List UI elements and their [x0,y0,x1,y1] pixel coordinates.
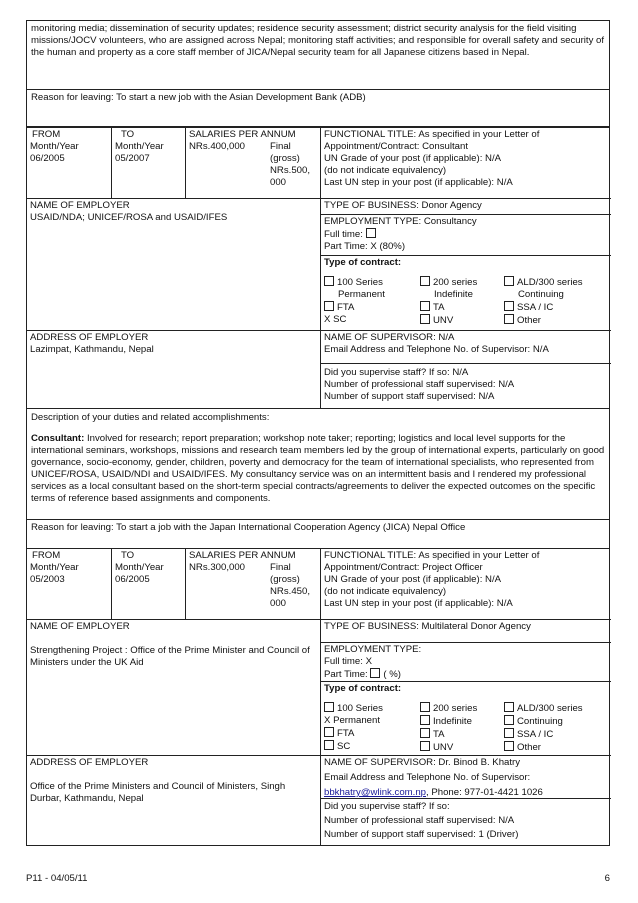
job2-contract-col-2: 200 series Indefinite TA UNV [420,702,504,754]
reason-for-leaving-2: Reason for leaving: To start a job with the Japan International Cooperation Agency (JICA) Nepal Office [26,519,610,549]
job1-employer-cell: NAME OF EMPLOYER USAID/NDA; UNICEF/ROSA and USAID/IFES [27,198,321,330]
job2-ta-checkbox[interactable] [420,728,430,738]
job1-to-cell: TO Month/Year 05/2007 [112,128,186,198]
job1-supervisor-cell: NAME OF SUPERVISOR: N/A Email Address and Telephone No. of Supervisor: N/A [321,330,611,364]
job2-ald-checkbox[interactable] [504,702,514,712]
job1-full-time-checkbox[interactable] [366,228,376,238]
job2-fta-checkbox[interactable] [324,727,334,737]
job2-supervise-cell: Did you supervise staff? If so: Number of professional staff supervised: N/A Number of support staff supervised: 1 (Driver) [324,801,519,840]
job2-salary-final-cell: Final (gross) NRs.450, 000 [267,549,321,619]
job1-from-cell: FROM Month/Year 06/2005 [27,128,112,198]
job1-contract-col-2: 200 series Indefinite TA UNV [420,276,504,327]
job2-employer-cell: NAME OF EMPLOYER Strengthening Project : Office of the Prime Minister and Council of Ministers under the UK Aid [27,619,321,755]
job2-contract-col-1: 100 Series X Permanent FTA SC [324,702,383,752]
job2-continuing-checkbox[interactable] [504,715,514,725]
job1-supervise-cell: Did you supervise staff? If so: N/A Number of professional staff supervised: N/A Number of support staff supervised: N/A [324,367,515,402]
job2-header-grid [26,549,610,619]
job1-employer-grid [26,198,610,408]
job1-ald-checkbox[interactable] [504,276,514,286]
reason-for-leaving-1: Reason for leaving: To start a new job with the Asian Development Bank (ADB) [26,89,610,127]
job1-contract-col-1: 100 Series Permanent FTA X SC [324,276,385,325]
footer-form-id: P11 - 04/05/11 [26,873,88,884]
page-number: 6 [604,873,610,884]
job1-header-grid [26,127,610,198]
job2-functional-title-cell: FUNCTIONAL TITLE: As specified in your Letter of Appointment/Contract: Project Officer UN Grade of your post (if applicable): N/A (do not indicate equivalency) Last UN step in your post (if applicable): N/A [324,550,540,609]
job1-description: Description of your duties and related accomplishments: Consultant: Involved for research; report preparation; workshop note taker; reporting; logistics and local level supports for the international seminars, workshops, missions and research team members led by the group of international experts, particularly on good governance, socio-economy, gender, children, poverty and democracy for the team of international specialists, who represented from UNICEF/ROSA, USAID/NDI and USAID/IFES. My consultancy service was on an intermittent basis and I rendered my professional services as a local consultant based on the short-term special contracts/agreements to deliver the expected outcomes on the specific terms of reference based assignments and components. [26,408,610,519]
job2-part-time-checkbox[interactable] [370,668,380,678]
job1-200-series-checkbox[interactable] [420,276,430,286]
job1-type-of-contract: Type of contract: 100 Series Permanent FTA X SC 200 series Indefinite TA UNV ALD/300 series Continuing SSA / IC Other [321,255,611,330]
job2-indefinite-checkbox[interactable] [420,715,430,725]
job1-other-checkbox[interactable] [504,314,514,324]
previous-duties-text: monitoring media; dissemination of security updates; residence security assessment; district security analysis for the field visiting missions/JOCV volunteers, who are assigned across Nepal; monitoring staff activities; and responsible for overall safety and security of the human and property as a core staff member of JICA/Nepal security team for all Japanese citizens based in Nepal. [26,20,610,89]
job1-ssa-checkbox[interactable] [504,301,514,311]
job1-functional-title-cell: FUNCTIONAL TITLE: As specified in your Letter of Appointment/Contract: Consultant UN Grade of your post (if applicable): N/A (do not indicate equivalency) Last UN step in your post (if applicable): N/A [324,129,540,188]
job1-salary-final-cell: Final (gross) NRs.500, 000 [267,128,321,198]
job2-address-cell: ADDRESS OF EMPLOYER Office of the Prime Ministers and Council of Ministers, Singh Durbar, Kathmandu, Nepal [27,755,321,845]
job2-contract-col-3: ALD/300 series Continuing SSA / IC Other [504,702,583,754]
job2-sc-checkbox[interactable] [324,740,334,750]
supervisor-email-link[interactable]: bbkhatry@wlink.com.np [324,786,426,798]
job2-100-series-checkbox[interactable] [324,702,334,712]
job2-unv-checkbox[interactable] [420,741,430,751]
job2-employer-grid [26,619,610,846]
job1-unv-checkbox[interactable] [420,314,430,324]
job2-ssa-checkbox[interactable] [504,728,514,738]
job1-ta-checkbox[interactable] [420,301,430,311]
job2-type-of-business: TYPE OF BUSINESS: Multilateral Donor Agency [321,619,611,643]
job2-other-checkbox[interactable] [504,741,514,751]
job1-fta-checkbox[interactable] [324,301,334,311]
job2-supervisor-cell: NAME OF SUPERVISOR: Dr. Binod B. Khatry Email Address and Telephone No. of Supervisor: bbkhatry@wlink.com.np, Phone: 977-01-4421 1026 [321,755,611,799]
job2-200-series-checkbox[interactable] [420,702,430,712]
page-footer [26,873,610,885]
job2-from-cell: FROM Month/Year 05/2003 [27,549,112,619]
job1-100-series-checkbox[interactable] [324,276,334,286]
job1-contract-col-3: ALD/300 series Continuing SSA / IC Other [504,276,583,327]
job2-to-cell: TO Month/Year 06/2005 [112,549,186,619]
job1-salary-cell: SALARIES PER ANNUM NRs.400,000 [189,129,296,152]
job2-salary-cell: SALARIES PER ANNUM NRs.300,000 [189,550,296,573]
job2-type-of-contract: Type of contract: 100 Series X Permanent FTA SC 200 series Indefinite TA UNV ALD/300 series Continuing SSA / IC Other [321,681,611,755]
job1-type-of-business: TYPE OF BUSINESS: Donor Agency [321,198,611,215]
job1-employment-type: EMPLOYMENT TYPE: Consultancy Full time: Part Time: X (80%) [324,216,477,252]
p11-form-page [26,20,610,846]
job2-employment-type: EMPLOYMENT TYPE: Full time: X Part Time: ( %) [324,644,422,680]
job1-address-cell: ADDRESS OF EMPLOYER Lazimpat, Kathmandu, Nepal [27,330,321,408]
